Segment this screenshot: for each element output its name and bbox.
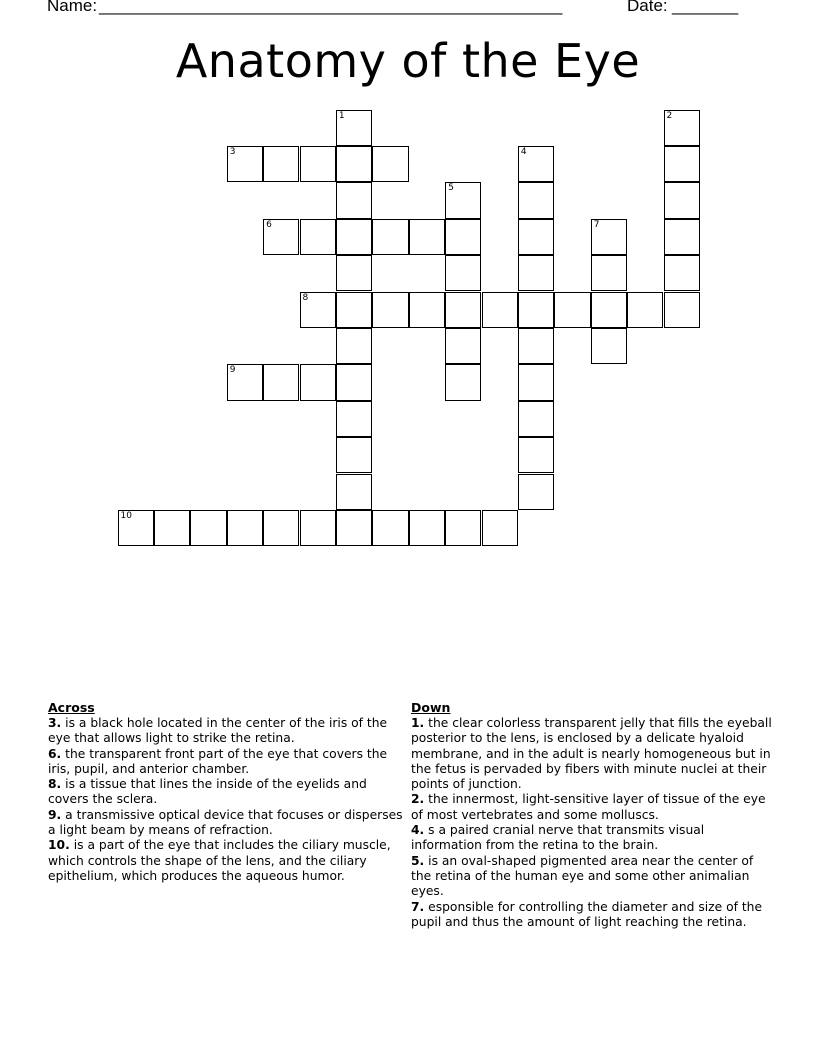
clue-number: 1. xyxy=(411,716,425,730)
crossword-cell[interactable] xyxy=(482,292,518,328)
crossword-cell[interactable] xyxy=(372,292,408,328)
crossword-cell[interactable] xyxy=(518,437,554,473)
crossword-cell[interactable] xyxy=(336,401,372,437)
across-heading: Across xyxy=(48,700,95,715)
crossword-cell[interactable] xyxy=(336,510,372,546)
cell-number: 4 xyxy=(520,146,527,157)
crossword-cell[interactable] xyxy=(445,219,481,255)
crossword-cell[interactable] xyxy=(300,292,336,328)
crossword-cell[interactable] xyxy=(518,292,554,328)
clue-across-3 xyxy=(48,716,404,747)
cell-number: 8 xyxy=(302,292,309,303)
clue-number: 5. xyxy=(411,853,425,868)
clue-number: 7. xyxy=(411,899,425,914)
clue-down-2 xyxy=(411,792,773,823)
cell-number: 10 xyxy=(120,510,132,521)
clue-text: is an oval-shaped pigmented area near the center of the retina of the human eye and some other animalian eyes. xyxy=(411,853,754,899)
name-field-line[interactable]: _________________________________________________ xyxy=(99,0,563,15)
crossword-cell[interactable] xyxy=(664,219,700,255)
crossword-cell[interactable] xyxy=(409,510,445,546)
crossword-cell[interactable] xyxy=(263,146,299,182)
clue-number: 2. xyxy=(411,792,425,807)
crossword-cell[interactable] xyxy=(118,510,154,546)
crossword-cell[interactable] xyxy=(627,292,663,328)
crossword-cell[interactable] xyxy=(300,364,336,400)
cell-number: 9 xyxy=(229,365,236,376)
clue-number: 9. xyxy=(48,807,62,822)
down-heading: Down xyxy=(411,700,451,715)
clue-down-7 xyxy=(411,900,773,931)
down-clues xyxy=(411,700,773,930)
crossword-cell[interactable] xyxy=(591,292,627,328)
clue-text: s a paired cranial nerve that transmits visual information from the retina to the brain. xyxy=(411,823,705,853)
cell-number: 5 xyxy=(448,183,454,194)
clue-down-1 xyxy=(411,716,773,792)
clue-text: is a part of the eye that includes the ciliary muscle, which controls the shape of the lens, and the ciliary epithelium, which produces the aqueous humor. xyxy=(48,838,391,883)
clue-across-10 xyxy=(48,838,404,884)
page-title: Anatomy of the Eye xyxy=(175,34,641,88)
clue-number: 6. xyxy=(48,746,62,761)
clue-across-6 xyxy=(48,747,404,778)
clue-number: 4. xyxy=(411,823,425,838)
crossword-cell[interactable] xyxy=(336,182,372,218)
crossword-cell[interactable] xyxy=(300,146,336,182)
clue-across-8 xyxy=(48,777,404,808)
clue-text: the transparent front part of the eye that covers the iris, pupil, and anterior chamber. xyxy=(48,746,388,776)
crossword-cell[interactable] xyxy=(482,510,518,546)
date-label: Date: xyxy=(627,0,668,15)
clue-text: esponsible for controlling the diameter and size of the pupil and thus the amount of light reaching the retina. xyxy=(411,899,763,929)
clue-down-5 xyxy=(411,854,773,900)
crossword-cell[interactable] xyxy=(518,255,554,291)
crossword-cell[interactable] xyxy=(518,474,554,510)
name-label: Name: xyxy=(47,0,98,15)
clue-number: 10. xyxy=(48,838,70,853)
crossword-cell[interactable] xyxy=(336,474,372,510)
crossword-cell[interactable] xyxy=(227,364,263,400)
crossword-cell[interactable] xyxy=(227,510,263,546)
crossword-cell[interactable] xyxy=(336,255,372,291)
crossword-cell[interactable] xyxy=(336,364,372,400)
clue-down-4 xyxy=(411,823,773,854)
crossword-cell[interactable] xyxy=(591,219,627,255)
crossword-cell[interactable] xyxy=(300,510,336,546)
crossword-cell[interactable] xyxy=(336,146,372,182)
crossword-cell[interactable] xyxy=(554,292,590,328)
crossword-cell[interactable] xyxy=(445,255,481,291)
crossword-cell[interactable] xyxy=(664,146,700,182)
crossword-cell[interactable] xyxy=(518,146,554,182)
crossword-cell[interactable] xyxy=(445,364,481,400)
crossword-cell[interactable] xyxy=(154,510,190,546)
clue-number: 3. xyxy=(48,716,62,730)
cell-number: 1 xyxy=(338,110,345,121)
crossword-cell[interactable] xyxy=(227,146,263,182)
crossword-cell[interactable] xyxy=(336,110,372,146)
cell-number: 7 xyxy=(593,219,600,230)
crossword-cell[interactable] xyxy=(445,510,481,546)
clue-text: the innermost, light-sensitive layer of tissue of the eye of most vertebrates and some molluscs. xyxy=(411,792,766,822)
crossword-cell[interactable] xyxy=(591,328,627,364)
crossword-cell[interactable] xyxy=(190,510,226,546)
crossword-cell[interactable] xyxy=(263,510,299,546)
crossword-cell[interactable] xyxy=(664,182,700,218)
crossword-cell[interactable] xyxy=(336,437,372,473)
cell-number: 3 xyxy=(229,146,236,157)
cell-number: 6 xyxy=(266,219,272,230)
crossword-cell[interactable] xyxy=(518,401,554,437)
crossword-cell[interactable] xyxy=(518,328,554,364)
crossword-cell[interactable] xyxy=(409,292,445,328)
crossword-cell[interactable] xyxy=(263,364,299,400)
crossword-cell[interactable] xyxy=(372,146,408,182)
clue-number: 8. xyxy=(48,777,62,792)
crossword-cell[interactable] xyxy=(409,219,445,255)
cell-number: 2 xyxy=(666,110,673,121)
clue-text: is a black hole located in the center of the iris of the eye that allows light to strike the retina. xyxy=(48,716,388,746)
date-field-line[interactable]: _______ xyxy=(672,0,739,15)
crossword-cell[interactable] xyxy=(336,292,372,328)
crossword-cell[interactable] xyxy=(263,219,299,255)
crossword-cell[interactable] xyxy=(664,110,700,146)
crossword-cell[interactable] xyxy=(518,219,554,255)
across-clues xyxy=(48,700,404,884)
crossword-cell[interactable] xyxy=(300,219,336,255)
clue-across-9 xyxy=(48,808,404,839)
crossword-cell[interactable] xyxy=(591,255,627,291)
crossword-cell[interactable] xyxy=(518,364,554,400)
crossword-cell[interactable] xyxy=(445,292,481,328)
clue-text: the clear colorless transparent jelly that fills the eyeball posterior to the lens, is enclosed by a delicate hyaloid membrane, and in the adult is nearly homogeneous but in the fetus is pervaded by fibers with minute nuclei at their points of junction. xyxy=(411,716,772,792)
crossword-cell[interactable] xyxy=(336,328,372,364)
crossword-cell[interactable] xyxy=(445,328,481,364)
crossword-cell[interactable] xyxy=(518,182,554,218)
crossword-cell[interactable] xyxy=(664,255,700,291)
clue-text: a transmissive optical device that focuses or disperses a light beam by means of refraction. xyxy=(48,807,403,838)
crossword-cell[interactable] xyxy=(372,219,408,255)
clue-text: is a tissue that lines the inside of the eyelids and covers the sclera. xyxy=(48,777,367,807)
crossword-cell[interactable] xyxy=(372,510,408,546)
crossword-cell[interactable] xyxy=(336,219,372,255)
crossword-cell[interactable] xyxy=(664,292,700,328)
crossword-cell[interactable] xyxy=(445,182,481,218)
